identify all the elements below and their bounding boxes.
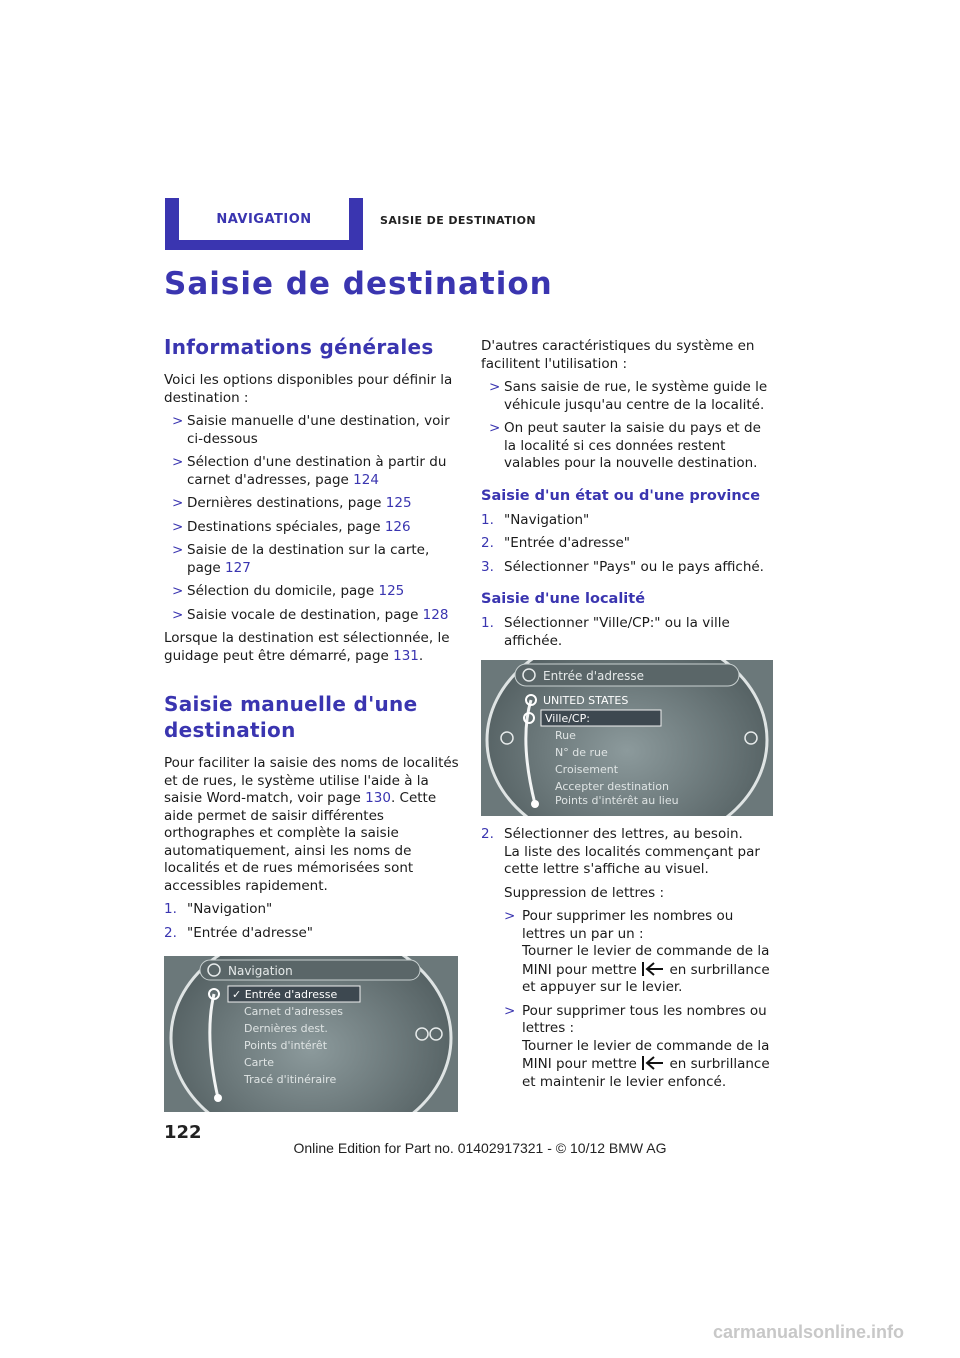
menu-item[interactable]: Points d'intérêt [244,1039,328,1052]
menu-item[interactable]: Dernières dest. [244,1022,328,1035]
page-link[interactable]: 125 [385,495,412,511]
page-link[interactable]: 125 [378,583,405,599]
footer: Online Edition for Part no. 01402917321 - © 10/12 BMW AG [293,1140,667,1156]
screen-title: Entrée d'adresse [543,669,644,683]
page-link[interactable]: 127 [225,559,251,576]
page-link[interactable]: 128 [422,606,449,623]
header-tab-label: NAVIGATION [216,212,312,227]
list-item: > Saisie vocale de destination, page 128 [172,606,449,623]
options-list [164,413,460,624]
general-heading: Informations générales [164,335,434,359]
page-link[interactable]: 124 [353,471,379,488]
list-item: > Pour supprimer tous les nombres ou lettres : Tourner le levier de commande de la MINI pour mettre en surbrillance et maintenir le levier enfoncé. [504,1002,770,1090]
list-item: > Pour supprimer les nombres ou lettres un par un : Tourner le levier de commande de la MINI pour mettre en surbrillance et appuyer sur le levier. [504,908,770,995]
step-item: 1. "Navigation" [164,901,273,917]
step-item: 2. "Entrée d'adresse" [481,535,631,551]
delete-intro: Suppression de lettres : [504,884,664,901]
address-entry-menu-screen [481,660,773,816]
left-column [164,334,460,1122]
backspace-arrow-icon [641,961,665,977]
state-steps [481,512,777,577]
step-item: 1. "Navigation" [481,511,590,528]
list-item: > Saisie de la destination sur la carte, page 127 [172,542,430,576]
menu-item[interactable]: Croisement [555,763,619,776]
list-item: > Sans saisie de rue, le système guide le véhicule jusqu'au centre de la localité. [489,379,768,413]
features-list [481,379,777,473]
list-item: > On peut sauter la saisie du pays et de la localité si ces données restent valables pour la nouvelle destination. [489,420,761,471]
locality-steps-continued [481,826,777,879]
page-link[interactable]: 130 [365,790,391,806]
page-number: 122 [164,1122,202,1143]
menu-item[interactable]: Carnet d'adresses [244,1005,344,1018]
screen-title: Navigation [228,964,293,978]
list-item: > Sélection du domicile, page 125 [172,583,405,599]
menu-item[interactable]: Tracé d'itinéraire [244,1073,337,1086]
menu-item[interactable]: Ville/CP: [545,712,590,725]
menu-item[interactable]: Points d'intérêt au lieu [555,794,679,807]
menu-item[interactable]: ✓ Entrée d'adresse [232,988,338,1001]
list-item: > Dernières destinations, page 125 [172,495,412,511]
delete-letters-section [481,885,777,1092]
locality-heading: Saisie d'une localité [481,591,646,607]
page-link[interactable]: 126 [384,518,411,535]
navigation-screen [164,956,460,1112]
features-intro: D'autres caractéristiques du système en facilitent l'utilisation : [481,338,755,372]
manual-heading: Saisie manuelle d'une destination [164,692,418,742]
general-intro: Voici les options disponibles pour définir la destination : [164,372,453,406]
menu-item[interactable]: Rue [555,729,576,742]
list-item: > Sélection d'une destination à partir du carnet d'adresses, page 124 [172,454,447,488]
page-link[interactable]: 131 [393,647,419,664]
step-item: 1. Sélectionner "Ville/CP:" ou la ville affichée. [481,615,730,649]
menu-item[interactable]: Accepter destination [555,780,669,793]
guidance-paragraph: Lorsque la destination est sélectionnée, le guidage peut être démarré, page 131. [164,630,450,664]
right-column [481,338,777,1097]
backspace-arrow-icon [641,1055,665,1071]
watermark: carmanualsonline.info [712,1322,904,1342]
manual-steps [164,901,460,942]
list-item: > Destinations spéciales, page 126 [172,518,411,535]
step-item: 2. "Entrée d'adresse" [164,924,314,941]
list-item: > Saisie manuelle d'une destination, voir ci-dessous [172,413,450,447]
address-entry-screen [481,660,777,816]
state-heading: Saisie d'un état ou d'une province [481,487,761,504]
step-item: 3. Sélectionner "Pays" ou le pays affiché. [481,558,764,575]
navigation-menu-screen [164,956,458,1112]
step-item: 2. Sélectionner des lettres, au besoin. La liste des localités commençant par cette lettre s'affiche au visuel. [481,826,760,877]
menu-item[interactable]: N° de rue [555,746,608,759]
manual-paragraph: Pour faciliter la saisie des noms de localités et de rues, le système utilise l'aide à la saisie Word-match, voir page 130. Cette aide permet de saisir différentes orthographes et complète la saisie automatiquement, ainsi les noms de localités et de rues mémorisées sont accessibles rapidement. [164,755,459,894]
delete-options-list [504,908,777,1091]
menu-item[interactable]: Carte [244,1056,275,1069]
header-tab [165,198,363,250]
locality-steps [481,615,777,650]
page-title: Saisie de destination [164,266,553,302]
menu-item[interactable]: UNITED STATES [543,694,629,707]
header-section-title: SAISIE DE DESTINATION [380,214,536,227]
